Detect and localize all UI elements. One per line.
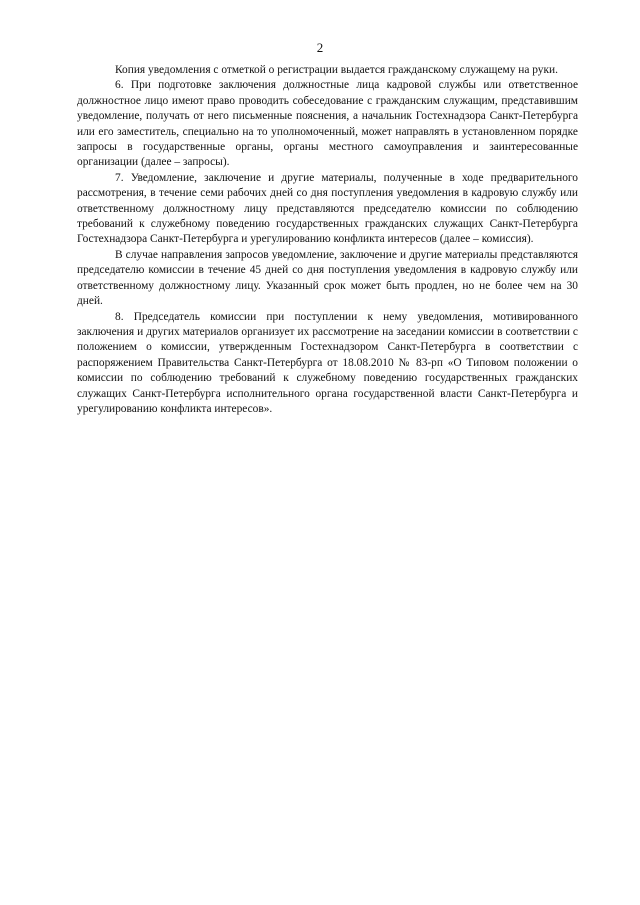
paragraph-requests-deadline: В случае направления запросов уведомление, заключение и другие материалы представляются председателю комиссии в течение 45 дней со дня поступления уведомления в кадровую службу или ответственному должностному лицу. Указанный срок может быть продлен, но не более чем на 30 дней. bbox=[77, 248, 578, 308]
paragraph-notice-copy: Копия уведомления с отметкой о регистрации выдается гражданскому служащему на руки. bbox=[115, 64, 558, 76]
page-number: 2 bbox=[316, 40, 324, 55]
paragraph-item-7: 7. Уведомление, заключение и другие материалы, полученные в ходе предварительного рассмотрения, в течение семи рабочих дней со дня поступления уведомления в кадровую службу или ответственному должностному лицу представляются председателю комиссии по соблюдению требований к служебному поведению государственных гражданских служащих Санкт-Петербурга Гостехнадзора Санкт-Петербурга и урегулированию конфликта интересов (далее – комиссия). bbox=[77, 171, 578, 246]
document-body bbox=[77, 63, 578, 417]
paragraph-item-8: 8. Председатель комиссии при поступлении к нему уведомления, мотивированного заключения и других материалов организует их рассмотрение на заседании комиссии в соответствии с положением о комиссии, утвержденным Гостехнадзором Санкт-Петербурга в соответствии с распоряжением Правительства Санкт-Петербурга от 18.08.2010 № 83-рп «О Типовом положении о комиссии по соблюдению требований к служебному поведению государственных гражданских служащих Санкт-Петербурга исполнительного органа государственной власти Санкт-Петербурга и урегулированию конфликта интересов». bbox=[77, 310, 578, 415]
paragraph-item-6: 6. При подготовке заключения должностные лица кадровой службы или ответственное должностное лицо имеют право проводить собеседование с гражданским служащим, представившим уведомление, получать от него письменные пояснения, а начальник Гостехнадзора Санкт-Петербурга или его заместитель, специально на то уполномоченный, может направлять в установленном порядке запросы в государственные органы, органы местного самоуправления и заинтересованные организации (далее – запросы). bbox=[77, 79, 578, 169]
